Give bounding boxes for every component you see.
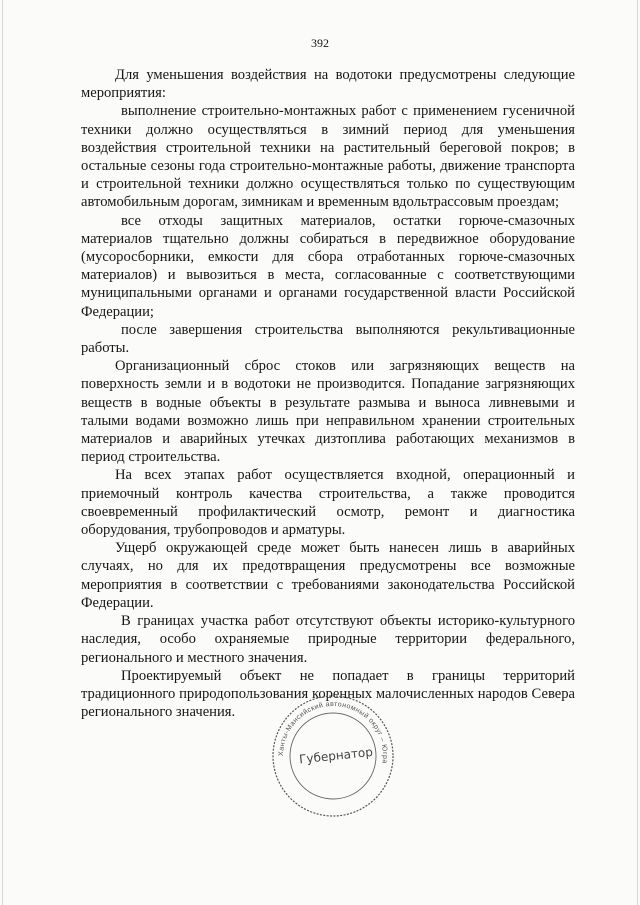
paragraph-intro: Для уменьшения воздействия на водотоки предусмотрены следующие мероприятия: [81,67,575,102]
paragraph-recultivation: после завершения строительства выполняются рекультивационные работы. [81,321,575,357]
paragraph-tracked-equipment: выполнение строительно-монтажных работ с применением гусеничной техники должно осуществляться в зимний период для уменьшения воздействия строительной техники на растительный береговой покров; в остальные сезоны года строительно-монтажные работы, движение транспорта и строительной техники должно осуществляться только по существующим автомобильным дорогам, зимникам и временным вдольтрассовым проездам; [81,103,575,211]
scan-edge-left [2,0,3,905]
paragraph-heritage: В границах участка работ отсутствуют объекты историко-культурного наследия, особо охраняемые природные территории федерального, регионального и местного значения. [81,613,575,666]
page-number: 392 [311,36,329,50]
stamp-center-text: Губернатор [298,744,374,767]
scan-edge-right [637,0,638,905]
paragraph-indigenous: Проектируемый объект не попадает в границы территорий традиционного природопользования коренных малочисленных народов Севера регионального значения. [81,667,575,721]
governor-stamp [268,693,398,819]
document-body [81,66,575,721]
paragraph-discharge: Организационный сброс стоков или загрязняющих веществ на поверхность земли и в водотоки не производится. Попадание загрязняющих веществ в водные объекты в результате размыва и выноса ливневыми и талыми водами возможно лишь при неправильном хранении строительных материалов и аварийных утечках дизтоплива работающих механизмов в период строительства. [81,358,575,466]
paragraph-damage: Ущерб окружающей среде может быть нанесен лишь в аварийных случаях, но для их предотвращения предусмотрены все возможные мероприятия в соответствии с требованиями законодательства Российской Федерации. [81,540,575,611]
stamp-ring-text: Ханты-Мансийский автономный округ – Югра [277,700,389,765]
paragraph-quality-control: На всех этапах работ осуществляется входной, операционный и приемочный контроль качества строительства, а также проводится своевременный профилактический осмотр, ремонт и диагностика оборудования, трубопроводов и арматуры. [81,467,575,539]
paragraph-waste-materials: все отходы защитных материалов, остатки горюче-смазочных материалов тщательно должны собираться в передвижное оборудование (мусоросборники, емкости для сбора отработанных горюче-смазочных материалов) и вывозиться в места, согласованные с соответствующими муниципальными органами и органами государственной власти Российской Федерации; [81,212,575,320]
